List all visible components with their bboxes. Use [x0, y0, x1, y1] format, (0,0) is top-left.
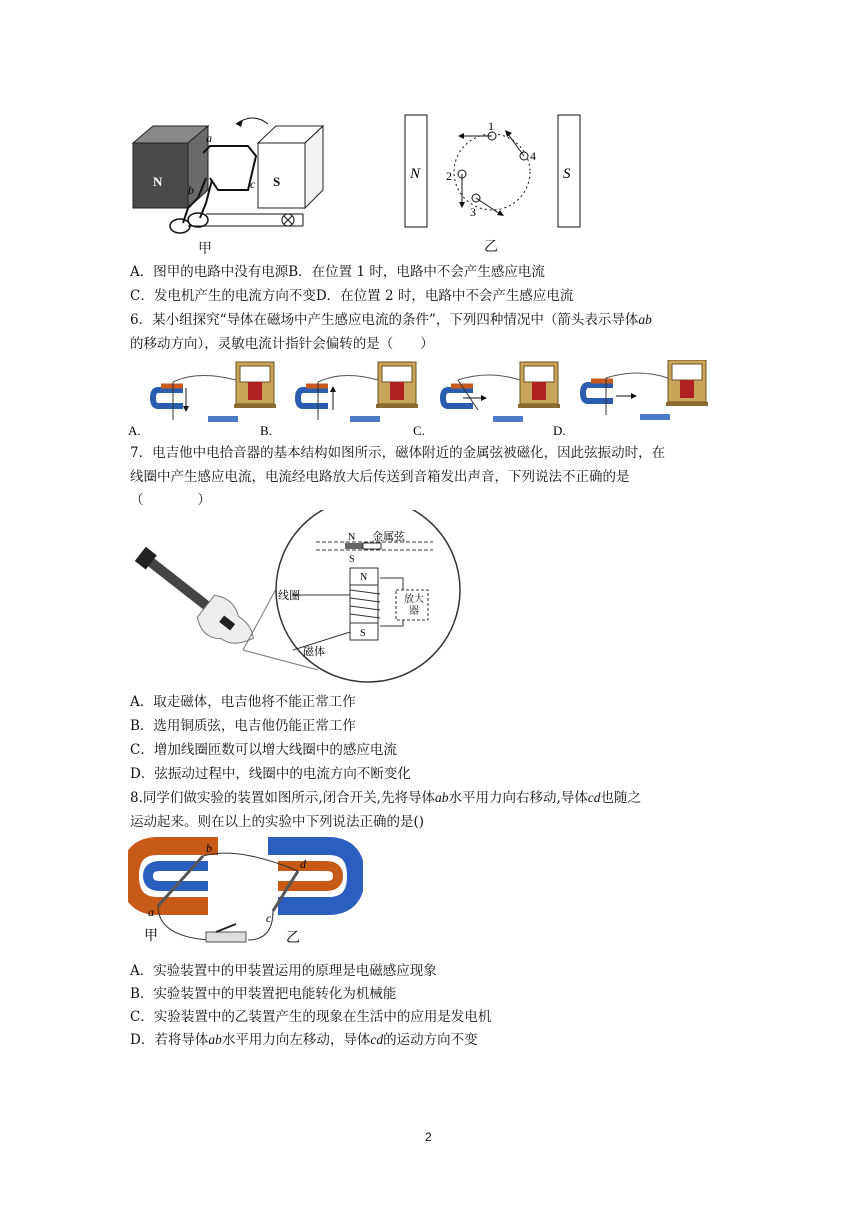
q8-label-yi: 乙: [286, 930, 300, 946]
q5-options-line-1: A．图甲的电路中没有电源B．在位置 1 时，电路中不会产生感应电流: [130, 264, 545, 280]
pole-s-label: S: [563, 166, 571, 182]
string-n-label: N: [348, 532, 356, 543]
q6-a-label: A.: [128, 423, 141, 438]
pole-n-label: N: [410, 166, 421, 182]
figure-jia: [128, 108, 333, 248]
q8-stem-text-2: 水平用力向右移动,导体: [448, 790, 588, 806]
magnet-label: 磁体: [303, 645, 325, 658]
magnet-n-label: N: [360, 572, 368, 583]
q7-option-b: B．选用铜质弦，电吉他仍能正常工作: [130, 718, 356, 734]
q8-label-a: a: [148, 905, 154, 919]
q6-options-figure: [128, 360, 718, 442]
magnet-s-label: S: [360, 628, 366, 639]
q8-label-c: c: [266, 911, 272, 925]
magnet-s-label: S: [273, 174, 281, 189]
q6-stem-line-2: 的移动方向），灵敏电流计指针会偏转的是（ ）: [130, 336, 434, 352]
q8-option-d-text-3: 的运动方向不变: [383, 1032, 478, 1048]
position-1-label: 1: [488, 119, 494, 133]
q6-var-ab: ab: [638, 312, 652, 327]
q8-label-b: b: [206, 841, 212, 855]
position-4-label: 4: [530, 149, 536, 163]
position-3-label: 3: [470, 205, 476, 219]
q7-option-a: A．取走磁体，电吉他将不能正常工作: [130, 694, 356, 710]
position-2-label: 2: [446, 169, 452, 183]
figure-jia-caption: 甲: [198, 241, 212, 257]
magnet-n-label: N: [153, 174, 163, 189]
q6-stem-text: 6．某小组探究“导体在磁场中产生感应电流的条件”，下列四种情况中（箭头表示导体: [130, 312, 639, 328]
q8-stem-text-3: 也随之: [600, 790, 642, 806]
q6-c-label: C.: [413, 423, 425, 438]
q8-apparatus-figure: [128, 836, 363, 948]
q5-options-line-2: C．发电机产生的电流方向不变D．在位置 2 时，电路中不会产生感应电流: [130, 288, 574, 304]
q7-option-d: D．弦振动过程中，线圈中的电流方向不断变化: [130, 766, 411, 782]
q8-option-c: C．实验装置中的乙装置产生的现象在生活中的应用是发电机: [130, 1009, 492, 1025]
coil-a-label: a: [206, 131, 212, 145]
q8-option-d-var-cd: cd: [370, 1032, 384, 1047]
q7-stem-line-2: 线圈中产生感应电流，电流经电路放大后传送到音箱发出声音，下列说法不正确的是: [130, 469, 630, 485]
q8-stem-line-1: [130, 788, 641, 808]
coil-b-label: b: [188, 183, 194, 197]
q8-stem-line-2: 运动起来。则在以上的实验中下列说法正确的是(): [130, 814, 425, 830]
q8-option-d-text-2: 水平用力向左移动，导体: [221, 1032, 371, 1048]
page-number: 2: [425, 1130, 432, 1144]
metal-string-label: 金属弦: [372, 530, 405, 543]
q8-var-cd: cd: [587, 790, 601, 805]
amplifier-label: 放大器: [404, 594, 424, 617]
q8-option-b: B．实验装置中的甲装置把电能转化为机械能: [130, 986, 397, 1002]
q6-b-label: B.: [260, 423, 272, 438]
q8-option-d-var-ab: ab: [208, 1032, 222, 1047]
q8-option-d: [130, 1030, 478, 1050]
figure-yi: [400, 110, 590, 235]
q8-option-d-text-1: D．若将导体: [130, 1032, 209, 1048]
q7-stem-line-1: 7．电吉他中电拾音器的基本结构如图所示，磁体附近的金属弦被磁化，因此弦振动时，在: [130, 445, 666, 461]
q7-option-c: C．增加线圈匝数可以增大线圈中的感应电流: [130, 742, 397, 758]
string-s-label: S: [349, 554, 355, 565]
q8-stem-text-1: 8.同学们做实验的装置如图所示,闭合开关,先将导体: [130, 790, 435, 806]
figure-yi-caption: 乙: [484, 239, 498, 255]
q6-d-label: D.: [553, 423, 566, 438]
coil-label: 线圈: [278, 589, 300, 602]
q8-label-jia: 甲: [144, 928, 158, 944]
q8-option-a: A．实验装置中的甲装置运用的原理是电磁感应现象: [130, 963, 437, 979]
coil-c-label: c: [250, 177, 256, 191]
q7-stem-line-3: （ ）: [130, 492, 211, 508]
q8-label-d: d: [300, 857, 306, 871]
q8-var-ab: ab: [434, 790, 449, 805]
q6-stem-line-1: [130, 310, 652, 330]
